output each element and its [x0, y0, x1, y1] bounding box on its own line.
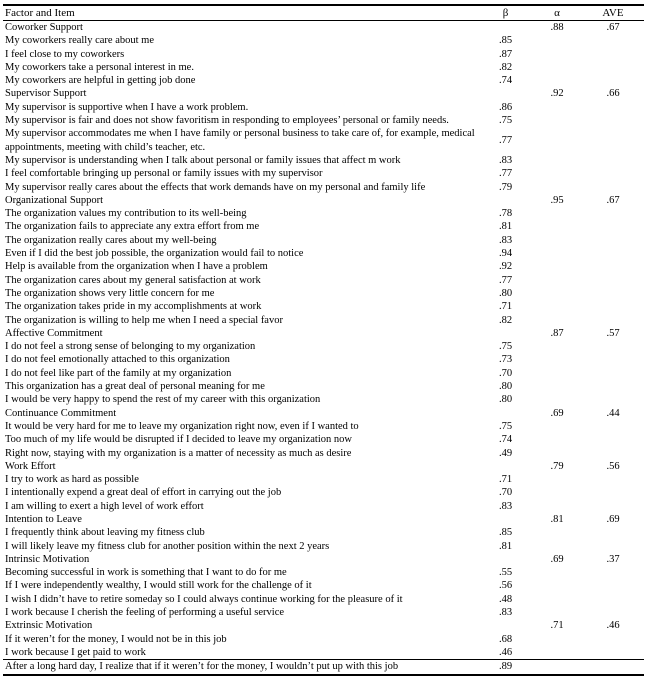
beta-cell: .74	[498, 434, 513, 446]
beta-cell: .73	[498, 354, 513, 366]
item-row	[3, 393, 644, 406]
ave-cell	[582, 74, 644, 87]
item-row	[3, 260, 644, 273]
beta-cell: .80	[498, 394, 513, 406]
ave-cell: .44	[606, 407, 620, 419]
ave-cell	[582, 367, 644, 380]
factor-item-cell: Help is available from the organization when I have a problem	[5, 261, 268, 273]
ave-cell: .46	[606, 620, 620, 632]
item-row	[3, 633, 644, 646]
alpha-cell: .69	[550, 553, 564, 565]
factor-item-cell: After a long hard day, I realize that if it weren’t for the money, I wouldn’t put up with this job	[3, 660, 479, 675]
alpha-cell: .71	[550, 620, 564, 632]
ave-cell	[582, 566, 644, 579]
beta-cell	[479, 460, 532, 473]
factor-item-cell: The organization shows very little concern for me	[5, 287, 215, 299]
alpha-cell	[532, 500, 582, 513]
factor-item-cell: I intentionally expend a great deal of effort in carrying out the job	[5, 487, 282, 499]
factor-item-cell: Coworker Support	[5, 22, 83, 33]
alpha-cell	[532, 300, 582, 313]
factor-item-cell: Work Effort	[5, 460, 56, 472]
alpha-cell	[532, 101, 582, 114]
factor-item-cell: My coworkers really care about me	[5, 35, 154, 47]
ave-cell	[582, 101, 644, 114]
factor-item-cell: I do not feel like part of the family at my organization	[5, 367, 232, 379]
factor-item-cell: The organization is willing to help me when I need a special favor	[5, 314, 283, 326]
alpha-cell	[532, 353, 582, 366]
alpha-cell	[532, 260, 582, 273]
beta-cell: .89	[479, 660, 532, 675]
alpha-cell	[532, 380, 582, 393]
factor-item-cell: I do not feel a strong sense of belonging to my organization	[5, 341, 256, 353]
factor-item-cell: It would be very hard for me to leave my organization right now, even if I wanted to	[5, 420, 359, 432]
item-row	[3, 660, 644, 675]
beta-cell: .79	[498, 181, 513, 193]
beta-cell: .82	[498, 61, 513, 73]
beta-cell: .83	[498, 607, 513, 619]
alpha-cell	[532, 48, 582, 61]
ave-cell	[582, 393, 644, 406]
factor-item-cell: If it weren’t for the money, I would not be in this job	[5, 633, 227, 645]
alpha-cell	[532, 593, 582, 606]
column-header-ave: AVE	[602, 7, 624, 19]
alpha-cell	[532, 340, 582, 353]
item-row	[3, 566, 644, 579]
alpha-cell	[532, 220, 582, 233]
alpha-cell	[532, 207, 582, 220]
beta-cell	[479, 87, 532, 100]
beta-cell: .87	[498, 48, 513, 60]
factor-item-cell: I feel close to my coworkers	[5, 48, 125, 60]
item-row	[3, 579, 644, 592]
beta-cell	[479, 553, 532, 566]
ave-cell	[582, 660, 644, 675]
ave-cell	[582, 353, 644, 366]
alpha-cell	[532, 526, 582, 539]
alpha-cell	[532, 566, 582, 579]
factor-item-cell: Affective Commitment	[5, 327, 103, 339]
alpha-cell	[532, 167, 582, 180]
factor-item-cell: I will likely leave my fitness club for another position within the next 2 years	[5, 540, 330, 552]
item-row	[3, 420, 644, 433]
ave-cell	[582, 500, 644, 513]
alpha-cell	[532, 579, 582, 592]
section-row	[3, 21, 644, 35]
section-row	[3, 194, 644, 207]
alpha-cell: .81	[550, 513, 564, 525]
paper-table-page	[0, 4, 647, 676]
factor-item-cell: Continuance Commitment	[5, 407, 117, 419]
item-row	[3, 646, 644, 660]
alpha-cell: .79	[550, 460, 564, 472]
factor-item-cell: My coworkers take a personal interest in me.	[5, 61, 194, 73]
factor-loadings-table	[3, 4, 644, 676]
factor-item-cell: My supervisor is fair and does not show favoritism in responding to employees’ personal or family needs.	[5, 115, 449, 127]
ave-cell	[582, 287, 644, 300]
alpha-cell	[532, 420, 582, 433]
beta-cell	[479, 513, 532, 526]
beta-cell: .86	[498, 101, 513, 113]
alpha-cell: .92	[550, 88, 564, 100]
factor-item-cell: I try to work as hard as possible	[5, 474, 139, 486]
beta-cell: .82	[498, 314, 513, 326]
alpha-cell	[532, 274, 582, 287]
ave-cell	[582, 447, 644, 460]
beta-cell: .75	[498, 420, 513, 432]
beta-cell: .92	[498, 261, 513, 273]
alpha-cell	[532, 127, 582, 154]
alpha-cell	[532, 247, 582, 260]
factor-item-cell: I would be very happy to spend the rest of my career with this organization	[5, 394, 321, 406]
factor-item-cell: My supervisor is supportive when I have a work problem.	[5, 101, 249, 113]
factor-item-cell: The organization values my contribution to its well-being	[5, 208, 247, 220]
item-row	[3, 593, 644, 606]
factor-item-cell: I do not feel emotionally attached to this organization	[5, 354, 230, 366]
beta-cell: .46	[498, 646, 513, 658]
factor-item-cell: Intrinsic Motivation	[5, 553, 90, 565]
ave-cell	[582, 473, 644, 486]
item-row	[3, 447, 644, 460]
ave-cell	[582, 114, 644, 127]
ave-cell	[582, 247, 644, 260]
ave-cell	[582, 260, 644, 273]
factor-item-cell: The organization cares about my general satisfaction at work	[5, 274, 261, 286]
factor-item-cell: I feel comfortable bringing up personal or family issues with my supervisor	[5, 168, 323, 180]
beta-cell: .83	[498, 500, 513, 512]
alpha-cell	[532, 633, 582, 646]
beta-cell: .80	[498, 381, 513, 393]
ave-cell	[582, 486, 644, 499]
alpha-cell	[532, 114, 582, 127]
header-row	[3, 5, 644, 21]
item-row	[3, 287, 644, 300]
alpha-cell: .88	[550, 22, 564, 33]
factor-item-cell: This organization has a great deal of personal meaning for me	[5, 381, 265, 393]
ave-cell	[582, 48, 644, 61]
factor-item-cell: Even if I did the best job possible, the organization would fail to notice	[5, 248, 304, 260]
beta-cell: .85	[498, 35, 513, 47]
ave-cell: .57	[606, 327, 620, 339]
alpha-cell: .69	[550, 407, 564, 419]
beta-cell	[479, 407, 532, 420]
item-row	[3, 114, 644, 127]
alpha-cell	[532, 646, 582, 660]
factor-item-cell: I work because I cherish the feeling of performing a useful service	[5, 607, 285, 619]
item-row	[3, 247, 644, 260]
alpha-cell	[532, 486, 582, 499]
factor-item-cell: Right now, staying with my organization is a matter of necessity as much as desire	[5, 447, 352, 459]
ave-cell	[582, 579, 644, 592]
ave-cell	[582, 526, 644, 539]
factor-item-cell: My supervisor accommodates me when I have family or personal business to take care of, for example, medical appointments, meeting with child’s teacher, etc.	[5, 128, 475, 153]
item-row	[3, 154, 644, 167]
ave-cell	[582, 314, 644, 327]
item-row	[3, 181, 644, 194]
item-row	[3, 234, 644, 247]
item-row	[3, 473, 644, 486]
factor-item-cell: Intention to Leave	[5, 513, 82, 525]
beta-cell: .71	[498, 474, 513, 486]
beta-cell	[479, 619, 532, 632]
alpha-cell	[532, 433, 582, 446]
factor-item-cell: If I were independently wealthy, I would still work for the challenge of it	[5, 580, 312, 592]
item-row	[3, 207, 644, 220]
item-row	[3, 606, 644, 619]
alpha-cell	[532, 367, 582, 380]
ave-cell	[582, 380, 644, 393]
item-row	[3, 127, 644, 154]
item-row	[3, 540, 644, 553]
item-row	[3, 486, 644, 499]
factor-item-cell: Becoming successful in work is something that I want to do for me	[5, 567, 287, 579]
factor-item-cell: I frequently think about leaving my fitness club	[5, 527, 205, 539]
factor-item-cell: I work because I get paid to work	[5, 646, 146, 658]
item-row	[3, 101, 644, 114]
ave-cell	[582, 34, 644, 47]
item-row	[3, 340, 644, 353]
factor-item-cell: I am willing to exert a high level of work effort	[5, 500, 204, 512]
alpha-cell	[532, 287, 582, 300]
item-row	[3, 500, 644, 513]
beta-cell	[479, 327, 532, 340]
alpha-cell	[532, 154, 582, 167]
ave-cell: .69	[606, 513, 620, 525]
factor-item-cell: My supervisor really cares about the effects that work demands have on my personal and family life	[5, 181, 426, 193]
beta-cell: .75	[498, 115, 513, 127]
section-row	[3, 619, 644, 632]
item-row	[3, 61, 644, 74]
beta-cell	[479, 194, 532, 207]
beta-cell: .68	[498, 633, 513, 645]
ave-cell	[582, 154, 644, 167]
beta-cell: .83	[498, 154, 513, 166]
alpha-cell	[532, 181, 582, 194]
factor-item-cell: My supervisor is understanding when I talk about personal or family issues that affect m work	[5, 154, 401, 166]
column-header-factor-item: Factor and Item	[5, 7, 75, 19]
beta-cell: .83	[498, 234, 513, 246]
factor-item-cell: Organizational Support	[5, 194, 104, 206]
ave-cell: .67	[606, 194, 620, 206]
beta-cell: .75	[498, 341, 513, 353]
item-row	[3, 433, 644, 446]
ave-cell	[582, 127, 644, 154]
beta-cell: .71	[498, 301, 513, 313]
section-row	[3, 513, 644, 526]
beta-cell: .48	[498, 593, 513, 605]
ave-cell: .37	[606, 553, 620, 565]
ave-cell	[582, 540, 644, 553]
ave-cell	[582, 646, 644, 660]
item-row	[3, 367, 644, 380]
factor-item-cell: My coworkers are helpful in getting job done	[5, 75, 196, 87]
ave-cell	[582, 181, 644, 194]
alpha-cell	[532, 447, 582, 460]
ave-cell	[582, 433, 644, 446]
beta-cell: .85	[498, 527, 513, 539]
alpha-cell	[532, 314, 582, 327]
section-row	[3, 87, 644, 100]
item-row	[3, 167, 644, 180]
beta-cell: .77	[498, 274, 513, 286]
ave-cell	[582, 220, 644, 233]
column-header-alpha: α	[554, 7, 560, 19]
alpha-cell	[532, 74, 582, 87]
item-row	[3, 380, 644, 393]
ave-cell	[582, 61, 644, 74]
item-row	[3, 220, 644, 233]
beta-cell: .70	[498, 367, 513, 379]
factor-item-cell: The organization really cares about my well-being	[5, 234, 217, 246]
ave-cell	[582, 420, 644, 433]
table-header	[3, 5, 644, 21]
beta-cell: .81	[498, 221, 513, 233]
ave-cell	[582, 593, 644, 606]
factor-item-cell: The organization fails to appreciate any extra effort from me	[5, 221, 260, 233]
alpha-cell	[532, 606, 582, 619]
ave-cell	[582, 234, 644, 247]
item-row	[3, 274, 644, 287]
ave-cell	[582, 606, 644, 619]
section-row	[3, 327, 644, 340]
factor-item-cell: The organization takes pride in my accomplishments at work	[5, 301, 262, 313]
beta-cell: .49	[498, 447, 513, 459]
item-row	[3, 34, 644, 47]
beta-cell: .55	[498, 567, 513, 579]
ave-cell	[582, 633, 644, 646]
alpha-cell	[532, 660, 582, 675]
ave-cell	[582, 300, 644, 313]
ave-cell: .66	[606, 88, 620, 100]
item-row	[3, 314, 644, 327]
beta-cell: .74	[498, 75, 513, 87]
item-row	[3, 300, 644, 313]
ave-cell	[582, 340, 644, 353]
column-header-beta: β	[502, 7, 509, 19]
beta-cell: .70	[498, 487, 513, 499]
beta-cell: .77	[498, 168, 513, 180]
factor-item-cell: Extrinsic Motivation	[5, 620, 93, 632]
beta-cell	[479, 21, 532, 35]
factor-item-cell: Supervisor Support	[5, 88, 87, 100]
alpha-cell	[532, 540, 582, 553]
table-body	[3, 21, 644, 675]
ave-cell	[582, 274, 644, 287]
alpha-cell	[532, 234, 582, 247]
alpha-cell	[532, 473, 582, 486]
beta-cell: .78	[498, 208, 513, 220]
item-row	[3, 74, 644, 87]
ave-cell	[582, 167, 644, 180]
ave-cell: .67	[606, 22, 620, 33]
beta-cell: .94	[498, 248, 513, 260]
alpha-cell: .95	[550, 194, 564, 206]
beta-cell: .81	[498, 540, 513, 552]
factor-item-cell: I wish I didn’t have to retire someday so I could always continue working for the pleasure of it	[5, 593, 403, 605]
beta-cell: .56	[498, 580, 513, 592]
section-row	[3, 407, 644, 420]
alpha-cell	[532, 61, 582, 74]
item-row	[3, 526, 644, 539]
item-row	[3, 48, 644, 61]
beta-cell: .80	[498, 287, 513, 299]
ave-cell: .56	[606, 460, 620, 472]
alpha-cell	[532, 34, 582, 47]
alpha-cell	[532, 393, 582, 406]
alpha-cell: .87	[550, 327, 564, 339]
section-row	[3, 553, 644, 566]
section-row	[3, 460, 644, 473]
beta-cell: .77	[498, 135, 513, 147]
factor-item-cell: Too much of my life would be disrupted if I decided to leave my organization now	[5, 434, 352, 446]
item-row	[3, 353, 644, 366]
ave-cell	[582, 207, 644, 220]
